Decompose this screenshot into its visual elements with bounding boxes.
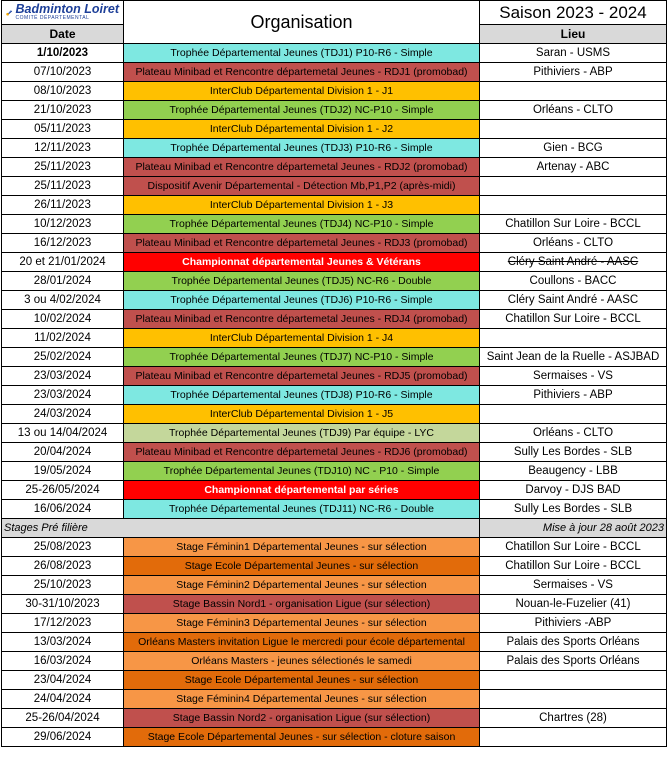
event-row <box>2 310 667 329</box>
stage-row <box>2 690 667 709</box>
event-row <box>2 177 667 196</box>
event-cell: Trophée Départemental Jeunes (TDJ2) NC-P10 - Simple <box>124 101 480 120</box>
event-row <box>2 253 667 272</box>
lieu-cell: Nouan-le-Fuzelier (41) <box>480 595 667 614</box>
event-cell: Trophée Départemental Jeunes (TDJ3) P10-R6 - Simple <box>124 139 480 158</box>
event-cell: Stage Ecole Départemental Jeunes - sur sélection <box>124 671 480 690</box>
lieu-column-header: Lieu <box>480 25 667 44</box>
date-cell: 26/11/2023 <box>2 196 124 215</box>
lieu-cell <box>480 405 667 424</box>
date-cell: 16/03/2024 <box>2 652 124 671</box>
date-cell: 30-31/10/2023 <box>2 595 124 614</box>
lieu-cell: Saint Jean de la Ruelle - ASJBAD <box>480 348 667 367</box>
date-cell: 20 et 21/01/2024 <box>2 253 124 272</box>
stage-row <box>2 671 667 690</box>
date-cell: 29/06/2024 <box>2 728 124 747</box>
date-cell: 08/10/2023 <box>2 82 124 101</box>
logo-subtitle: COMITÉ DÉPARTEMENTAL <box>15 15 90 21</box>
date-cell: 25/08/2023 <box>2 538 124 557</box>
lieu-cell: Sully Les Bordes - SLB <box>480 443 667 462</box>
shuttlecock-icon <box>6 6 13 20</box>
lieu-cell <box>480 120 667 139</box>
event-cell: Stage Bassin Nord1 - organisation Ligue (sur sélection) <box>124 595 480 614</box>
event-row <box>2 386 667 405</box>
lieu-cell: Sermaises - VS <box>480 367 667 386</box>
date-cell: 13 ou 14/04/2024 <box>2 424 124 443</box>
lieu-cell: Chartres (28) <box>480 709 667 728</box>
badminton-loiret-logo <box>6 4 119 21</box>
date-cell: 23/03/2024 <box>2 386 124 405</box>
event-cell: Orléans Masters - jeunes sélectionés le samedi <box>124 652 480 671</box>
lieu-cell: Coullons - BACC <box>480 272 667 291</box>
lieu-cell: Chatillon Sur Loire - BCCL <box>480 215 667 234</box>
stage-row <box>2 595 667 614</box>
event-cell: Plateau Minibad et Rencontre départemetal Jeunes - RDJ2 (promobad) <box>124 158 480 177</box>
event-cell: Trophée Départemental Jeunes (TDJ4) NC-P10 - Simple <box>124 215 480 234</box>
lieu-cell: Orléans - CLTO <box>480 424 667 443</box>
date-cell: 10/12/2023 <box>2 215 124 234</box>
date-cell: 05/11/2023 <box>2 120 124 139</box>
organisation-heading: Organisation <box>124 1 480 44</box>
date-cell: 25/10/2023 <box>2 576 124 595</box>
event-cell: Plateau Minibad et Rencontre départemetal Jeunes - RDJ3 (promobad) <box>124 234 480 253</box>
lieu-cell <box>480 329 667 348</box>
lieu-cell: Orléans - CLTO <box>480 101 667 120</box>
date-cell: 3 ou 4/02/2024 <box>2 291 124 310</box>
lieu-cell: Palais des Sports Orléans <box>480 633 667 652</box>
event-row <box>2 158 667 177</box>
event-cell: Plateau Minibad et Rencontre départemetal Jeunes - RDJ5 (promobad) <box>124 367 480 386</box>
event-row <box>2 272 667 291</box>
event-cell: Dispositif Avenir Départemental - Détection Mb,P1,P2 (après-midi) <box>124 177 480 196</box>
lieu-cell <box>480 177 667 196</box>
event-cell: Trophée Départemental Jeunes (TDJ1) P10-R6 - Simple <box>124 44 480 63</box>
event-row <box>2 481 667 500</box>
lieu-cell: Sermaises - VS <box>480 576 667 595</box>
date-cell: 25/11/2023 <box>2 158 124 177</box>
event-cell: Plateau Minibad et Rencontre départemetal Jeunes - RDJ4 (promobad) <box>124 310 480 329</box>
event-row <box>2 139 667 158</box>
event-cell: Stage Ecole Départemental Jeunes - sur sélection - cloture saison <box>124 728 480 747</box>
date-cell: 19/05/2024 <box>2 462 124 481</box>
stage-row <box>2 614 667 633</box>
event-cell: Trophée Départemental Jeunes (TDJ11) NC-R6 - Double <box>124 500 480 519</box>
event-cell: Stage Féminin1 Départemental Jeunes - sur sélection <box>124 538 480 557</box>
event-cell: Trophée Départemental Jeunes (TDJ9) Par équipe - LYC <box>124 424 480 443</box>
stages-section-label: Stages Pré filière <box>2 519 480 538</box>
event-row <box>2 329 667 348</box>
date-cell: 24/03/2024 <box>2 405 124 424</box>
event-cell: InterClub Départemental Division 1 - J2 <box>124 120 480 139</box>
event-cell: Stage Féminin4 Départemental Jeunes - sur sélection <box>124 690 480 709</box>
date-cell: 10/02/2024 <box>2 310 124 329</box>
event-cell: Stage Ecole Départemental Jeunes - sur sélection <box>124 557 480 576</box>
event-row <box>2 500 667 519</box>
event-cell: Plateau Minibad et Rencontre départemetal Jeunes - RDJ6 (promobad) <box>124 443 480 462</box>
date-cell: 25/11/2023 <box>2 177 124 196</box>
event-row <box>2 367 667 386</box>
date-cell: 16/06/2024 <box>2 500 124 519</box>
stage-row <box>2 728 667 747</box>
event-cell: Trophée Départemental Jeunes (TDJ6) P10-R6 - Simple <box>124 291 480 310</box>
date-column-header: Date <box>2 25 124 44</box>
event-cell: InterClub Départemental Division 1 - J3 <box>124 196 480 215</box>
lieu-cell: Pithiviers - ABP <box>480 386 667 405</box>
date-cell: 21/10/2023 <box>2 101 124 120</box>
event-cell: Plateau Minibad et Rencontre départemetal Jeunes - RDJ1 (promobad) <box>124 63 480 82</box>
lieu-cell: Pithiviers - ABP <box>480 63 667 82</box>
event-cell: Trophée Départemental Jeunes (TDJ5) NC-R6 - Double <box>124 272 480 291</box>
stage-row <box>2 652 667 671</box>
lieu-cell: Pithiviers -ABP <box>480 614 667 633</box>
event-row <box>2 291 667 310</box>
lieu-cell: Artenay - ABC <box>480 158 667 177</box>
date-cell: 07/10/2023 <box>2 63 124 82</box>
logo-cell <box>2 1 124 25</box>
event-row <box>2 234 667 253</box>
event-row <box>2 120 667 139</box>
lieu-cell: Chatillon Sur Loire - BCCL <box>480 538 667 557</box>
event-cell: Trophée Départemental Jeunes (TDJ7) NC-P10 - Simple <box>124 348 480 367</box>
event-row <box>2 424 667 443</box>
event-row <box>2 348 667 367</box>
event-cell: InterClub Départemental Division 1 - J1 <box>124 82 480 101</box>
date-cell: 1/10/2023 <box>2 44 124 63</box>
event-cell: Trophée Départemental Jeunes (TDJ8) P10-R6 - Simple <box>124 386 480 405</box>
event-cell: Stage Bassin Nord2 - organisation Ligue (sur sélection) <box>124 709 480 728</box>
date-cell: 23/03/2024 <box>2 367 124 386</box>
lieu-cell <box>480 690 667 709</box>
date-cell: 25/02/2024 <box>2 348 124 367</box>
event-cell: Trophée Départemental Jeunes (TDJ10) NC - P10 - Simple <box>124 462 480 481</box>
lieu-cell: Palais des Sports Orléans <box>480 652 667 671</box>
event-row <box>2 63 667 82</box>
event-cell: InterClub Départemental Division 1 - J4 <box>124 329 480 348</box>
stage-row <box>2 709 667 728</box>
stage-row <box>2 633 667 652</box>
date-cell: 20/04/2024 <box>2 443 124 462</box>
stage-row <box>2 576 667 595</box>
lieu-cell <box>480 671 667 690</box>
lieu-cell: Sully Les Bordes - SLB <box>480 500 667 519</box>
event-cell: Stage Féminin3 Départemental Jeunes - sur sélection <box>124 614 480 633</box>
event-row <box>2 44 667 63</box>
date-cell: 16/12/2023 <box>2 234 124 253</box>
event-row <box>2 215 667 234</box>
event-row <box>2 405 667 424</box>
date-cell: 25-26/04/2024 <box>2 709 124 728</box>
lieu-cell: Darvoy - DJS BAD <box>480 481 667 500</box>
stages-section-row <box>2 519 667 538</box>
lieu-cell: Chatillon Sur Loire - BCCL <box>480 310 667 329</box>
event-cell: InterClub Départemental Division 1 - J5 <box>124 405 480 424</box>
season-calendar-table <box>1 0 667 747</box>
lieu-cell: Beaugency - LBB <box>480 462 667 481</box>
lieu-cell <box>480 196 667 215</box>
event-row <box>2 443 667 462</box>
event-cell: Orléans Masters invitation Ligue le mercredi pour école départemental <box>124 633 480 652</box>
date-cell: 23/04/2024 <box>2 671 124 690</box>
event-row <box>2 82 667 101</box>
lieu-cell: Chatillon Sur Loire - BCCL <box>480 557 667 576</box>
last-update-note: Mise à jour 28 août 2023 <box>480 519 667 538</box>
lieu-cell <box>480 728 667 747</box>
date-cell: 12/11/2023 <box>2 139 124 158</box>
header-row-top <box>2 1 667 25</box>
event-cell: Championnat départemental Jeunes & Vétérans <box>124 253 480 272</box>
stage-row <box>2 557 667 576</box>
date-cell: 25-26/05/2024 <box>2 481 124 500</box>
lieu-cell: Orléans - CLTO <box>480 234 667 253</box>
event-cell: Stage Féminin2 Départemental Jeunes - sur sélection <box>124 576 480 595</box>
date-cell: 11/02/2024 <box>2 329 124 348</box>
date-cell: 24/04/2024 <box>2 690 124 709</box>
lieu-cell: Gien - BCG <box>480 139 667 158</box>
lieu-cell <box>480 82 667 101</box>
event-cell: Championnat départemental par séries <box>124 481 480 500</box>
stage-row <box>2 538 667 557</box>
lieu-cell: Saran - USMS <box>480 44 667 63</box>
event-row <box>2 101 667 120</box>
date-cell: 26/08/2023 <box>2 557 124 576</box>
lieu-cell: Cléry Saint André - AASC <box>480 253 667 272</box>
season-title: Saison 2023 - 2024 <box>480 1 667 25</box>
date-cell: 13/03/2024 <box>2 633 124 652</box>
event-row <box>2 196 667 215</box>
lieu-cell: Cléry Saint André - AASC <box>480 291 667 310</box>
date-cell: 17/12/2023 <box>2 614 124 633</box>
date-cell: 28/01/2024 <box>2 272 124 291</box>
event-row <box>2 462 667 481</box>
logo-title: Badminton Loiret <box>15 2 119 16</box>
